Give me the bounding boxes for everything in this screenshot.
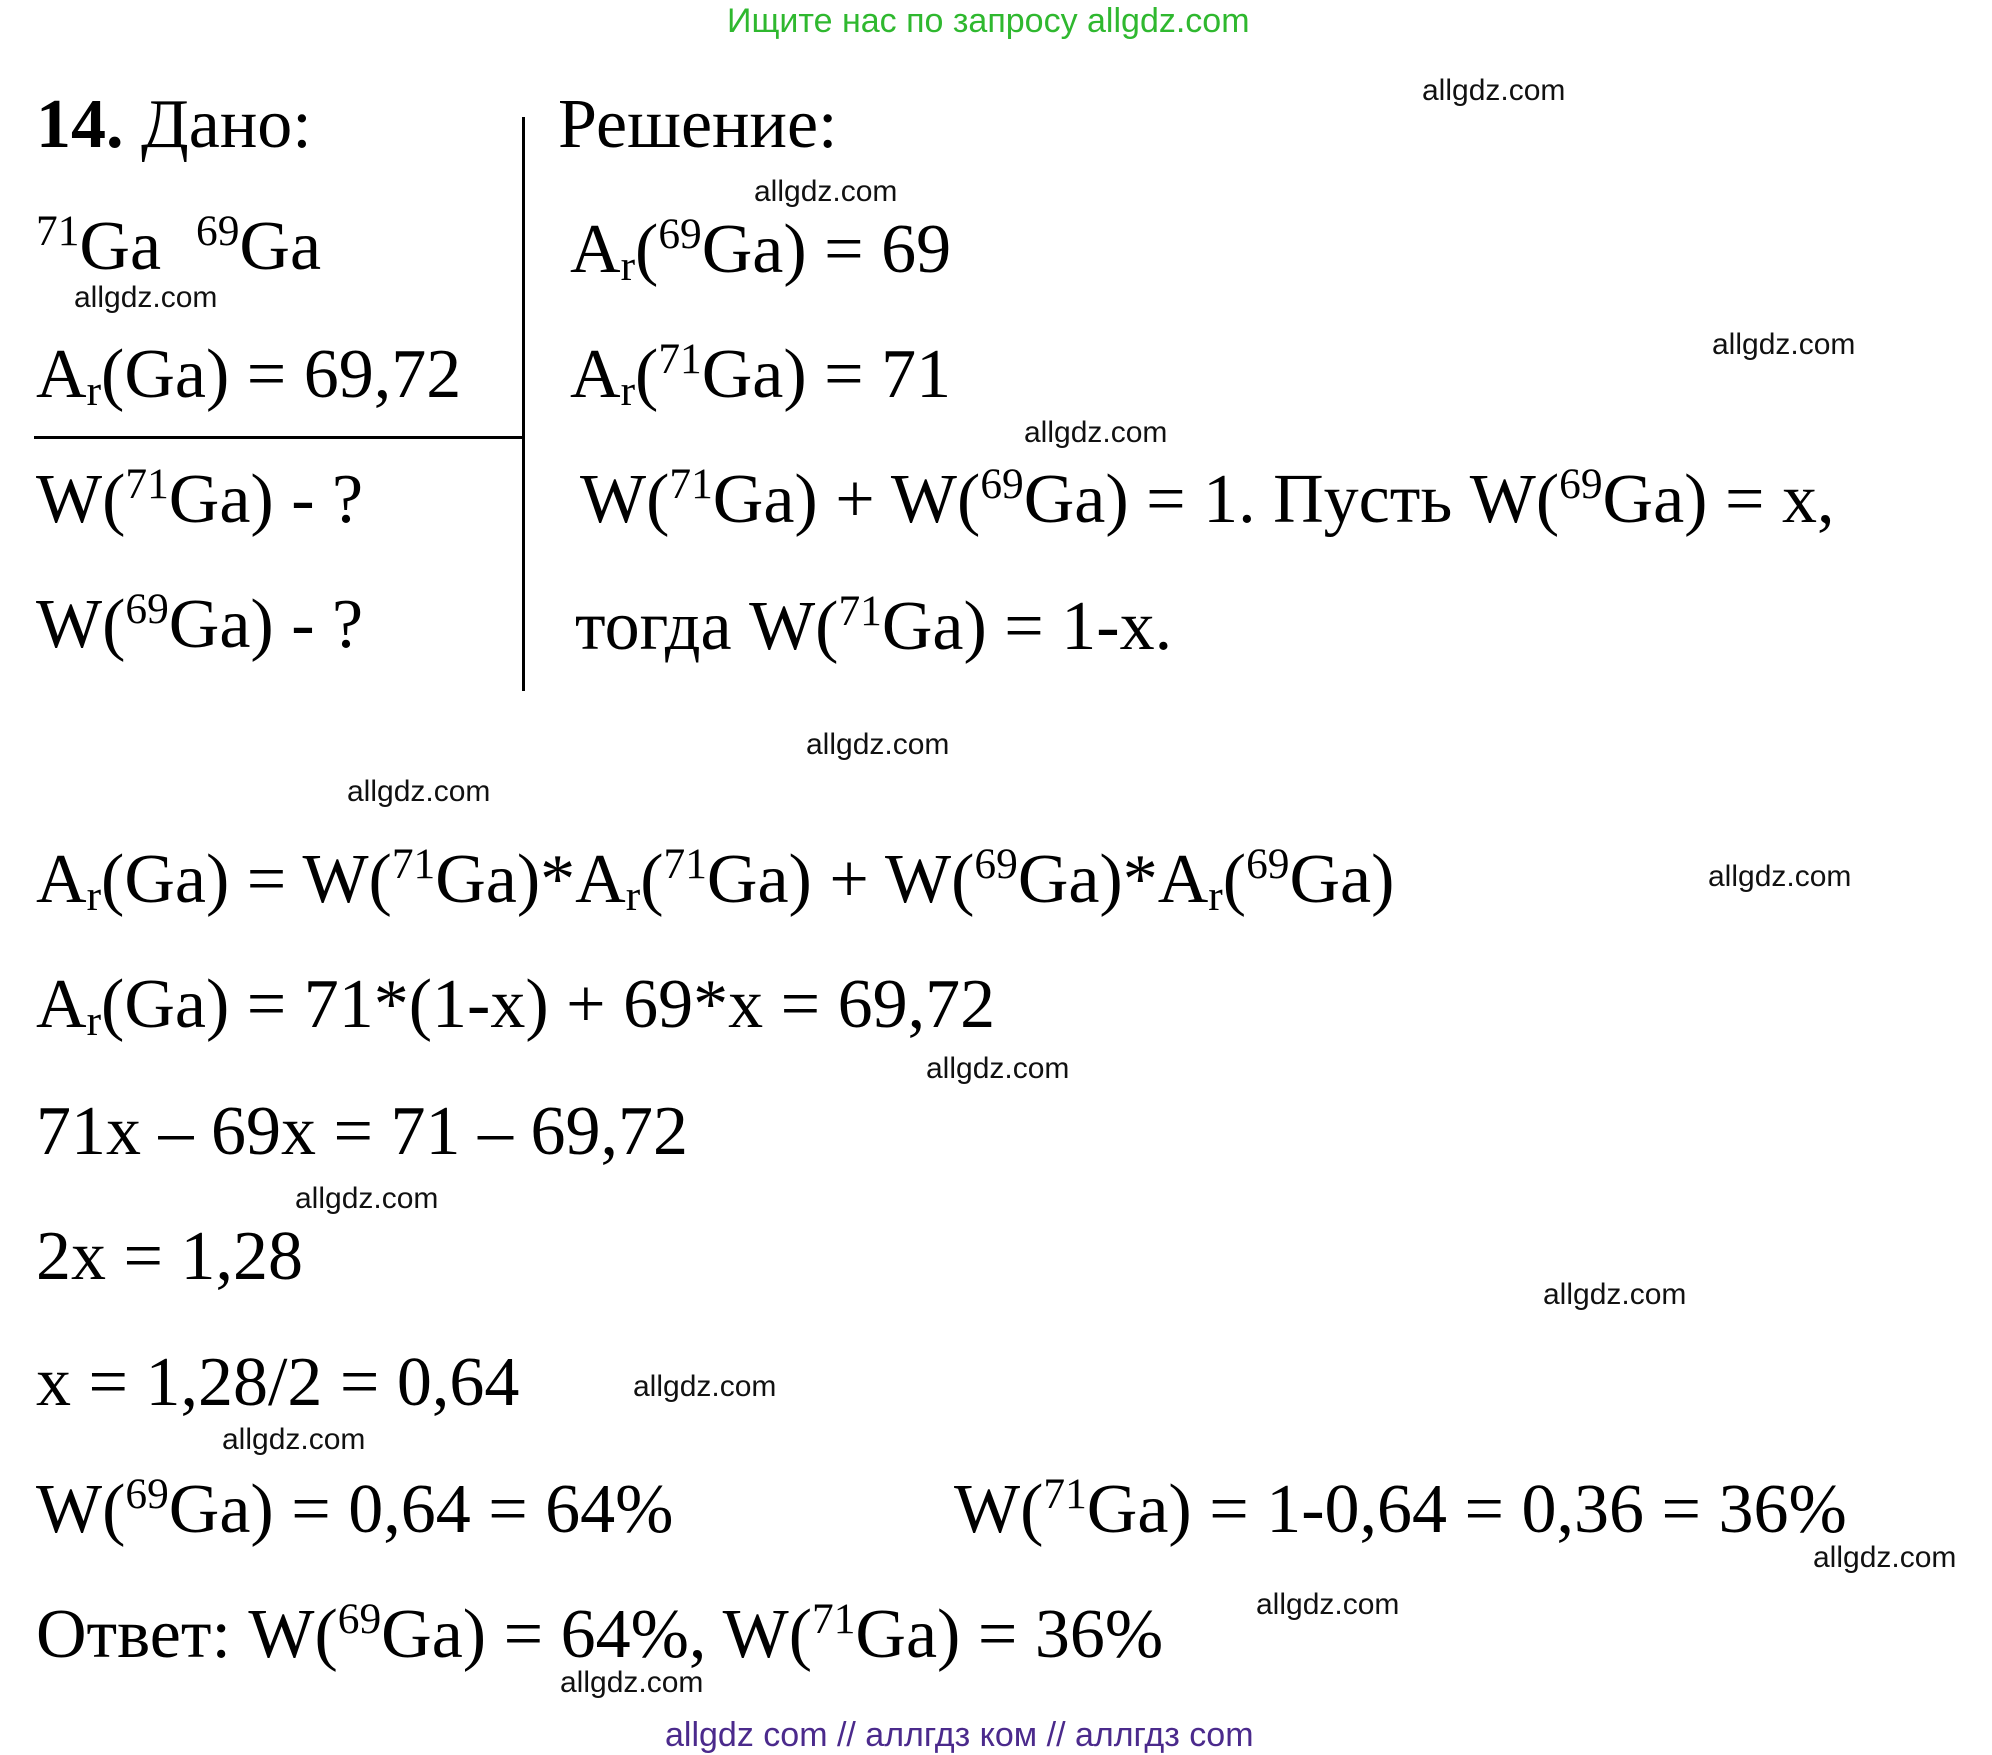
watermark: allgdz.com — [633, 1370, 777, 1403]
vertical-divider — [522, 117, 525, 691]
horizontal-divider — [34, 436, 524, 439]
given-label: Дано: — [141, 86, 312, 163]
calc-line-4: 2x = 1,28 — [36, 1218, 303, 1295]
calc-line-1: $A_r(Ga) = W(^{71}Ga)*A_r(^{71}Ga) + W(^{69}Ga)*A_r(^{69}Ga)$ — [36, 840, 1395, 920]
problem-header — [36, 86, 312, 163]
calc-line-6a: W($^{69}$Ga) = 0,64 = 64% — [36, 1470, 674, 1548]
find-w69: W($^{69}$Ga) - ? — [36, 585, 364, 663]
answer-line: Ответ: W($^{69}$Ga) = 64%, W($^{71}$Ga) = 36% — [36, 1595, 1164, 1673]
calc-line-6b: W($^{71}$Ga) = 1-0,64 = 0,36 = 36% — [954, 1470, 1847, 1548]
watermark: allgdz.com — [1422, 74, 1566, 107]
watermark: allgdz.com — [1024, 416, 1168, 449]
watermark: allgdz.com — [1708, 860, 1852, 893]
find-w71: W($^{71}$Ga) - ? — [36, 460, 364, 538]
calc-line-5: x = 1,28/2 = 0,64 — [36, 1344, 520, 1421]
watermark: allgdz.com — [1256, 1588, 1400, 1621]
watermark: allgdz.com — [1813, 1541, 1957, 1574]
solution-line-1: $A_r(^{69}Ga) = 69$ — [570, 210, 952, 290]
watermark: allgdz.com — [347, 775, 491, 808]
given-isotopes: $^{71}$Ga $^{69}$Ga — [36, 207, 322, 285]
bottom-banner: allgdz com // аллгдз ком // аллгдз com — [665, 1716, 1254, 1754]
solution-line-2: $A_r(^{71}Ga) = 71$ — [570, 335, 952, 415]
given-atomic-mass: $A_r(Ga) = 69,72$ — [36, 336, 462, 415]
watermark: allgdz.com — [1712, 328, 1856, 361]
watermark: allgdz.com — [1543, 1278, 1687, 1311]
watermark: allgdz.com — [295, 1182, 439, 1215]
watermark: allgdz.com — [222, 1423, 366, 1456]
watermark: allgdz.com — [754, 175, 898, 208]
watermark: allgdz.com — [806, 728, 950, 761]
solution-line-3: W($^{71}$Ga) + W($^{69}$Ga) = 1. Пусть W($^{69}$Ga) = x, — [580, 460, 1835, 538]
solution-line-4: тогда W($^{71}$Ga) = 1-x. — [575, 587, 1173, 665]
watermark: allgdz.com — [74, 281, 218, 314]
calc-line-2: $A_r(Ga) = 71*(1-x) + 69*x = 69,72$ — [36, 966, 996, 1045]
watermark: allgdz.com — [560, 1666, 704, 1699]
solution-label: Решение: — [558, 86, 838, 163]
problem-number: 14. — [36, 86, 124, 163]
calc-line-3: 71x – 69x = 71 – 69,72 — [36, 1093, 688, 1170]
watermark: allgdz.com — [926, 1052, 1070, 1085]
top-banner: Ищите нас по запросу allgdz.com — [727, 2, 1250, 40]
